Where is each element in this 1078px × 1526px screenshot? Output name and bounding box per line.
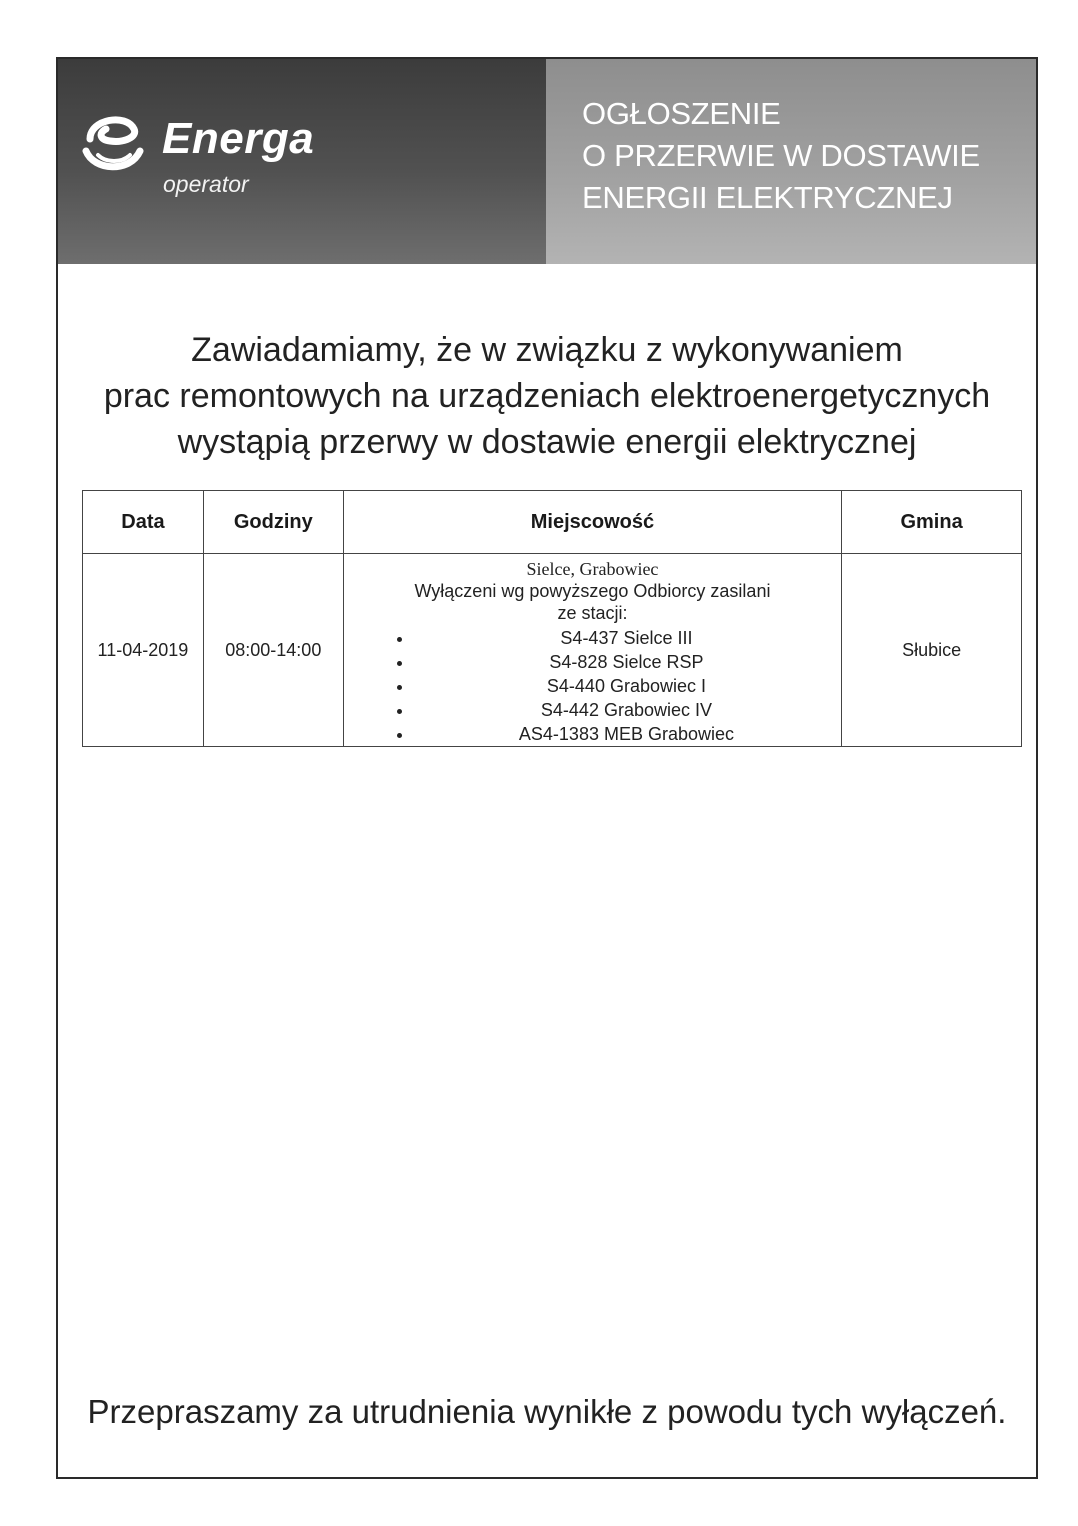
notice-frame <box>56 57 1038 1479</box>
table-row <box>83 554 1022 747</box>
station-item: • S4-437 Sielce III <box>414 626 835 650</box>
cell-hours: 08:00-14:00 <box>203 554 343 747</box>
station-item: • AS4-1383 MEB Grabowiec <box>414 722 835 746</box>
station-item: • S4-442 Grabowiec IV <box>414 698 835 722</box>
brand-name: Energa <box>162 114 315 163</box>
notice-header <box>58 59 1036 264</box>
cell-date: 11-04-2019 <box>83 554 204 747</box>
title-line: O PRZERWIE W DOSTAWIE <box>582 138 980 173</box>
note-line: Wyłączeni wg powyższego Odbiorcy zasilani <box>414 581 771 601</box>
brand-panel <box>58 59 546 264</box>
title-panel <box>546 59 1036 264</box>
towns: Sielce, Grabowiec <box>526 559 659 579</box>
column-header-hours: Godziny <box>203 491 343 554</box>
intro-line: Zawiadamiamy, że w związku z wykonywaniem <box>191 331 903 369</box>
intro-text <box>58 327 1036 465</box>
intro-line: prac remontowych na urządzeniach elektroenergetycznych <box>103 377 991 415</box>
cell-commune: Słubice <box>842 554 1022 747</box>
title-line: OGŁOSZENIE <box>582 96 781 131</box>
column-header-locality: Miejscowość <box>343 491 841 554</box>
column-header-commune: Gmina <box>842 491 1022 554</box>
column-header-date: Data <box>83 491 204 554</box>
outage-table <box>82 490 1022 747</box>
notice-title <box>582 93 980 219</box>
apology-text: Przepraszamy za utrudnienia wynikłe z powodu tych wyłączeń. <box>87 1393 1007 1430</box>
cell-locality <box>343 554 841 747</box>
note-line: ze stacji: <box>557 603 628 623</box>
brand-subtitle: operator <box>163 171 249 197</box>
intro-line: wystąpią przerwy w dostawie energii elektrycznej <box>177 423 917 461</box>
table-header-row <box>83 491 1022 554</box>
station-list <box>350 626 835 746</box>
station-item: • S4-828 Sielce RSP <box>414 650 835 674</box>
station-item: • S4-440 Grabowiec I <box>414 674 835 698</box>
title-line: ENERGII ELEKTRYCZNEJ <box>582 180 953 215</box>
energa-logo-icon <box>80 111 146 177</box>
